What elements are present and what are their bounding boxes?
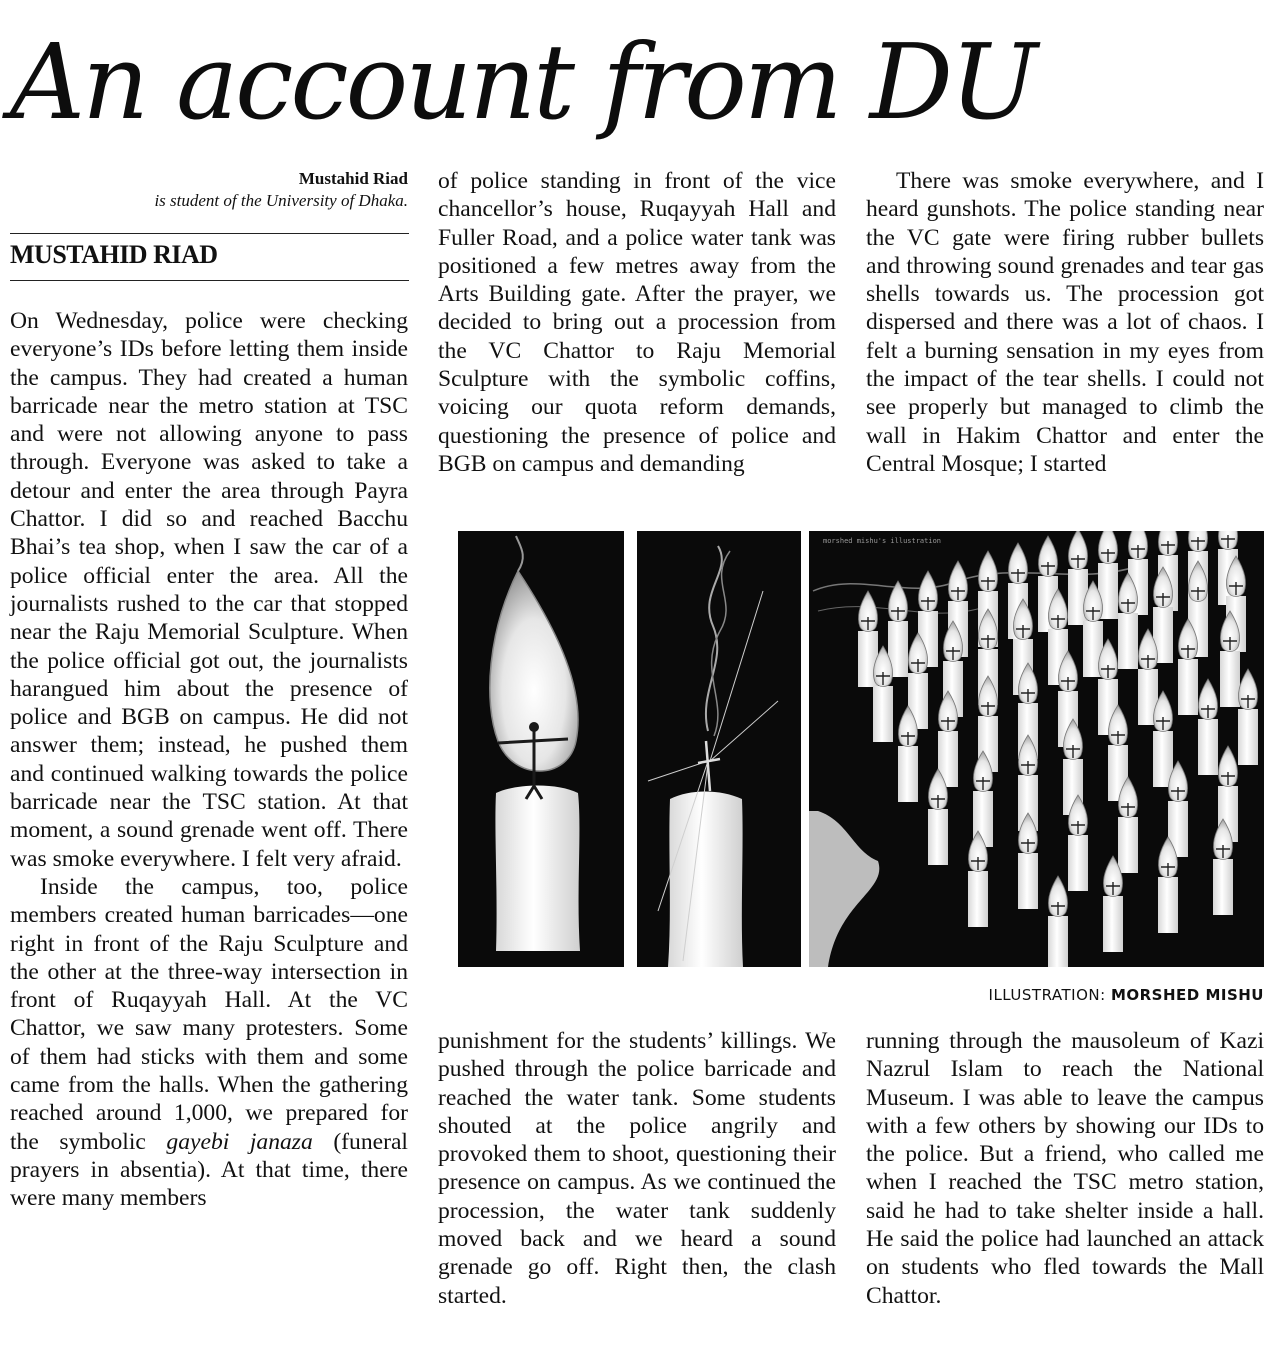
article-column-2-bottom bbox=[438, 1027, 836, 1310]
paragraph-col2-bottom: punishment for the students’ killings. We pushed through the police barricade and reached the water tank. Some students shouted at the police angrily and provoked them to shoot, questioning their presence on campus. As we continued the procession, the water tank suddenly moved back and we heard a sound grenade go off. Right then, the clash started. bbox=[438, 1028, 836, 1309]
paragraph-col3-top: There was smoke everywhere, and I heard gunshots. The police standing near the VC gate were firing rubber bullets and throwing sound grenades and tear gas shells towards us. The procession got dispersed and there was a lot of chaos. I felt a burning sensation in my eyes from the impact of the tear shells. I could not see properly but managed to climb the wall in Hakim Chattor and enter the Central Mosque; I started bbox=[866, 168, 1264, 477]
article-column-3-bottom bbox=[866, 1027, 1264, 1310]
italic-term: gayebi janaza bbox=[166, 1128, 313, 1155]
headline: An account from DU bbox=[10, 21, 1035, 143]
divider-top bbox=[10, 233, 409, 234]
byline-name: Mustahid Riad bbox=[298, 169, 408, 188]
paragraph-col2-top: of police standing in front of the vice chancellor’s house, Ruqayyah Hall and Fuller Road, and a police water tank was positioned a few metres away from the Arts Building gate. After the prayer, we decided to bring out a procession from the VC Chattor to Raju Memorial Sculpture with the symbolic coffins, voicing our quota reform demands, questioning the presence of police and BGB on campus and demanding bbox=[438, 168, 836, 477]
divider-bottom bbox=[10, 280, 409, 281]
illustration-signature: morshed mishu's illustration bbox=[823, 537, 942, 545]
author-name: MUSTAHID RIAD bbox=[10, 240, 218, 269]
article-column-2-top bbox=[438, 167, 836, 478]
panel-divider bbox=[624, 531, 637, 967]
paragraph-col3-bottom: running through the mausoleum of Kazi Nazrul Islam to reach the National Museum. I was able to leave the campus with a few others by showing our IDs to the police. But a friend, who called me when I reached the TSC metro station, said he had to take shelter inside a hall. He said the police had launched an attack on students who fled towards the Mall Chattor. bbox=[866, 1028, 1264, 1309]
candle-illustration bbox=[458, 531, 1264, 967]
illustration-credit: ILLUSTRATION: MORSHED MISHU bbox=[988, 986, 1264, 1004]
panel-divider bbox=[801, 531, 809, 967]
paragraph-2: Inside the campus, too, police members created human barricades—one right in front of the Raju Sculpture and the other at the three-way intersection in front of Ruqayyah Hall. At the VC Chattor, we saw many protesters. Some of them had sticks with them and some came from the halls. When the gathering reached around 1,000, we prepared for the symbolic gayebi janaza (funeral prayers in absentia). At that time, there were many members bbox=[10, 873, 408, 1212]
article-column-1 bbox=[10, 307, 408, 1213]
byline-description: is student of the University of Dhaka. bbox=[154, 191, 408, 210]
article-column-3-top bbox=[866, 167, 1264, 478]
paragraph-1: On Wednesday, police were checking everyone’s IDs before letting them inside the campus. They had created a human barricade near the metro station at TSC and were not allowing anyone to pass through. Everyone was asked to take a detour and enter the area through Payra Chattor. I did so and reached Bacchu Bhai’s tea shop, when I saw the car of a police official enter the area. All the journalists rushed to the car that stopped near the Raju Memorial Sculpture. When the police official got out, the journalists harangued him about the presence of police and BGB on campus. He did not answer them; instead, he pushed them and continued walking towards the police barricade near the TSC station. At that moment, a sound grenade went off. There was smoke everywhere. I felt very afraid. bbox=[10, 308, 408, 872]
